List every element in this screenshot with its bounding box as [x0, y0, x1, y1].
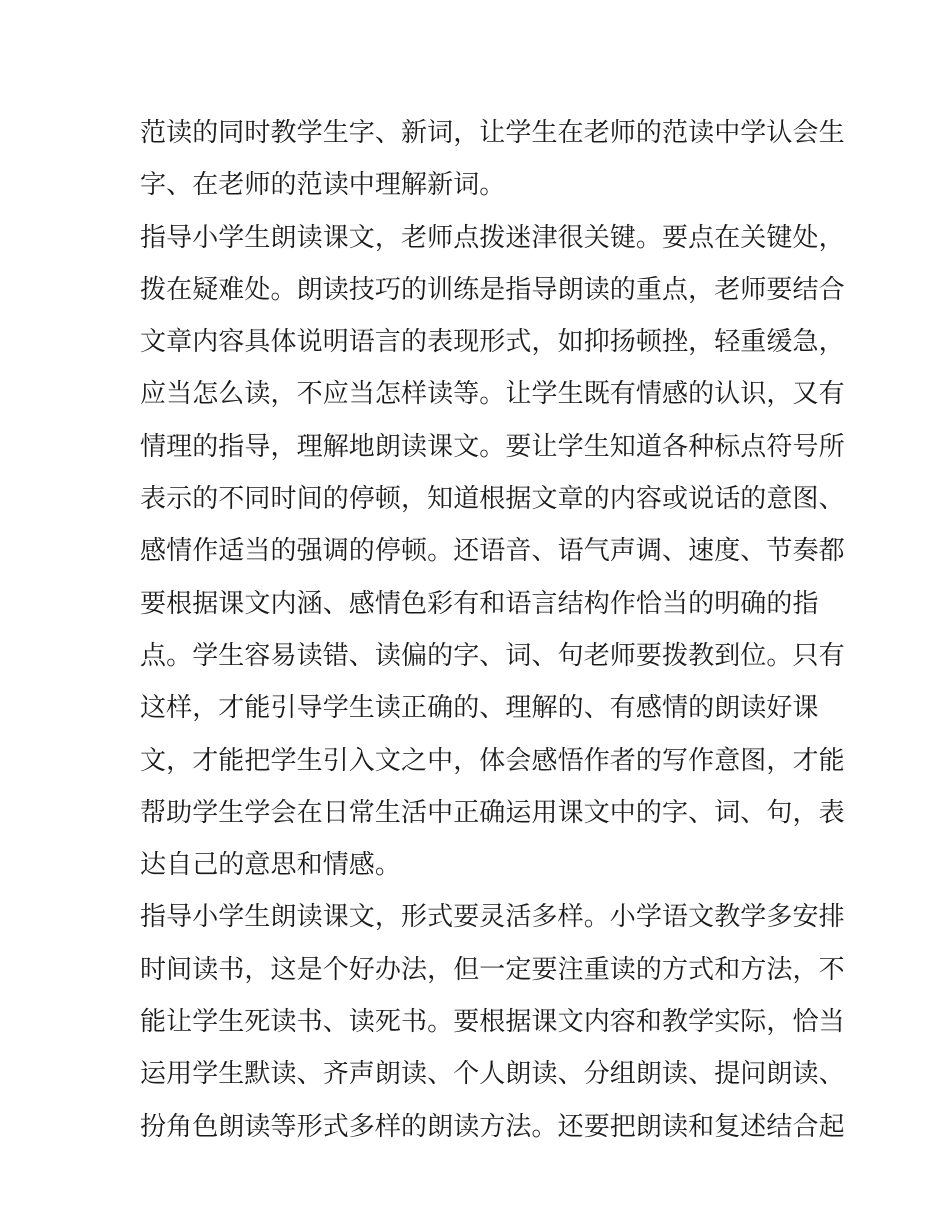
text-line: 情理的指导，理解地朗读课文。要让学生知道各种标点符号所 — [140, 431, 845, 462]
text-line: 字、在老师的范读中理解新词。 — [140, 170, 506, 201]
text-line: 拨在疑难处。朗读技巧的训练是指导朗读的重点，老师要结合 — [140, 274, 845, 305]
text-line: 时间读书，这是个好办法，但一定要注重读的方式和方法，不 — [140, 954, 845, 985]
text-line: 指导小学生朗读课文，形式要灵活多样。小学语文教学多安排 — [140, 902, 845, 933]
text-line: 要根据课文内涵、感情色彩有和语言结构作恰当的明确的指 — [140, 588, 819, 619]
text-line: 这样，才能引导学生读正确的、理解的、有感情的朗读好课 — [140, 693, 819, 724]
text-line: 感情作适当的强调的停顿。还语音、语气声调、速度、节奏都 — [140, 536, 845, 567]
text-line: 范读的同时教学生字、新词，让学生在老师的范读中学认会生 — [140, 118, 845, 148]
text-line: 扮角色朗读等形式多样的朗读方法。还要把朗读和复述结合起 — [140, 1111, 845, 1142]
text-line: 运用学生默读、齐声朗读、个人朗读、分组朗读、提问朗读、 — [140, 1059, 845, 1090]
text-line: 达自己的意思和情感。 — [140, 850, 402, 881]
text-line: 能让学生死读书、读死书。要根据课文内容和教学实际，恰当 — [140, 1007, 845, 1038]
text-line: 点。学生容易读错、读偏的字、词、句老师要拨教到位。只有 — [140, 640, 845, 671]
text-line: 指导小学生朗读课文，老师点拨迷津很关键。要点在关键处， — [140, 222, 845, 253]
text-line: 帮助学生学会在日常生活中正确运用课文中的字、词、句，表 — [140, 797, 845, 828]
text-line: 表示的不同时间的停顿，知道根据文章的内容或说话的意图、 — [140, 484, 845, 515]
text-line: 文章内容具体说明语言的表现形式，如抑扬顿挫，轻重缓急， — [140, 327, 845, 358]
body-text — [140, 107, 845, 1153]
text-line: 应当怎么读，不应当怎样读等。让学生既有情感的认识，又有 — [140, 379, 845, 410]
text-line: 文，才能把学生引入文之中，体会感悟作者的写作意图，才能 — [140, 745, 845, 776]
